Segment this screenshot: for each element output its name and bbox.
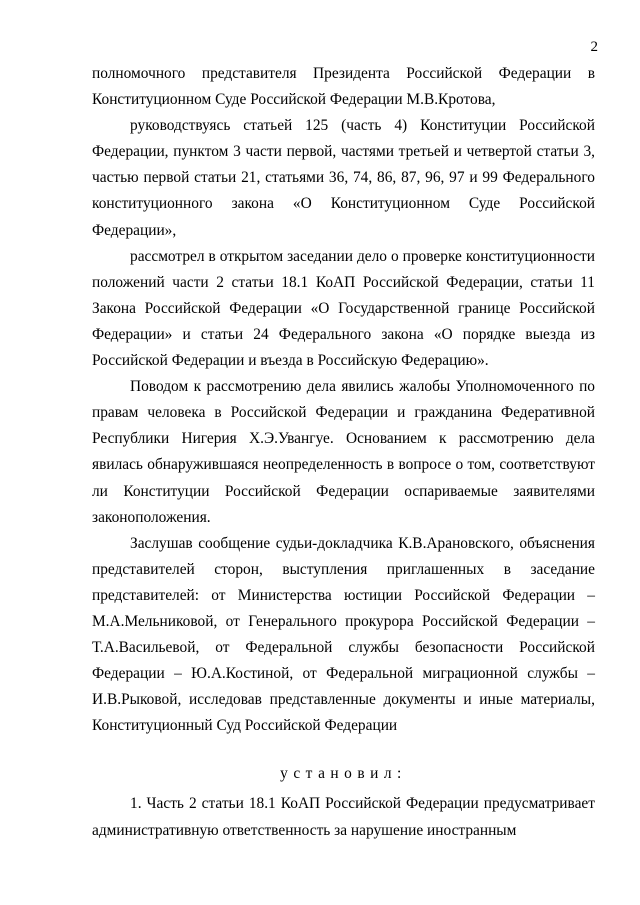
paragraph-grounds: Поводом к рассмотрению дела явились жалобы Уполномоченного по правам человека в Российской Федерации и гражданина Федеративной Республики Нигерия Х.Э.Увангуе. Основанием к рассмотрению дела явилась обнаружившаяся неопределенность в вопросе о том, соответствуют ли Конституции Российской Федерации оспариваемые заявителями законоположения. bbox=[92, 378, 595, 526]
page-number: 2 bbox=[590, 39, 598, 55]
paragraph-hearing: Заслушав сообщение судьи-докладчика К.В.Арановского, объяснения представителей сторон, выступления приглашенных в заседание представителей: от Министерства юстиции Российской Федерации – М.А.Мельниковой, от Генерального прокурора Российской Федерации – Т.А.Васильевой, от Федеральной службы безопасности Российской Федерации – Ю.А.Костиной, от Федеральной миграционной службы – И.В.Рыковой, исследовав представленные документы и иные материалы, Конституционный Суд Российской Федерации bbox=[92, 534, 595, 735]
document-body bbox=[92, 61, 595, 844]
paragraph-legal-basis: руководствуясь статьей 125 (часть 4) Конституции Российской Федерации, пунктом 3 части первой, частями третьей и четвертой статьи 3, частью первой статьи 21, статьями 36, 74, 86, 87, 96, 97 и 99 Федерального конституционного закона «О Конституционном Суде Российской Федерации», bbox=[92, 117, 595, 239]
paragraph-representative: полномочного представителя Президента Российской Федерации в Конституционном Суде Российской Федерации М.В.Кротова, bbox=[92, 65, 595, 109]
paragraph-case-considered: рассмотрел в открытом заседании дело о проверке конституционности положений части 2 статьи 18.1 КоАП Российской Федерации, статьи 11 Закона Российской Федерации «О Государственной границе Российской Федерации» и статьи 24 Федерального закона «О порядке выезда из Российской Федерации и въезда в Российскую Федерацию». bbox=[92, 247, 595, 370]
paragraph-point-1: 1. Часть 2 статьи 18.1 КоАП Российской Федерации предусматривает административную ответственность за нарушение иностранным bbox=[92, 795, 595, 839]
section-heading-established: установил: bbox=[280, 765, 407, 783]
